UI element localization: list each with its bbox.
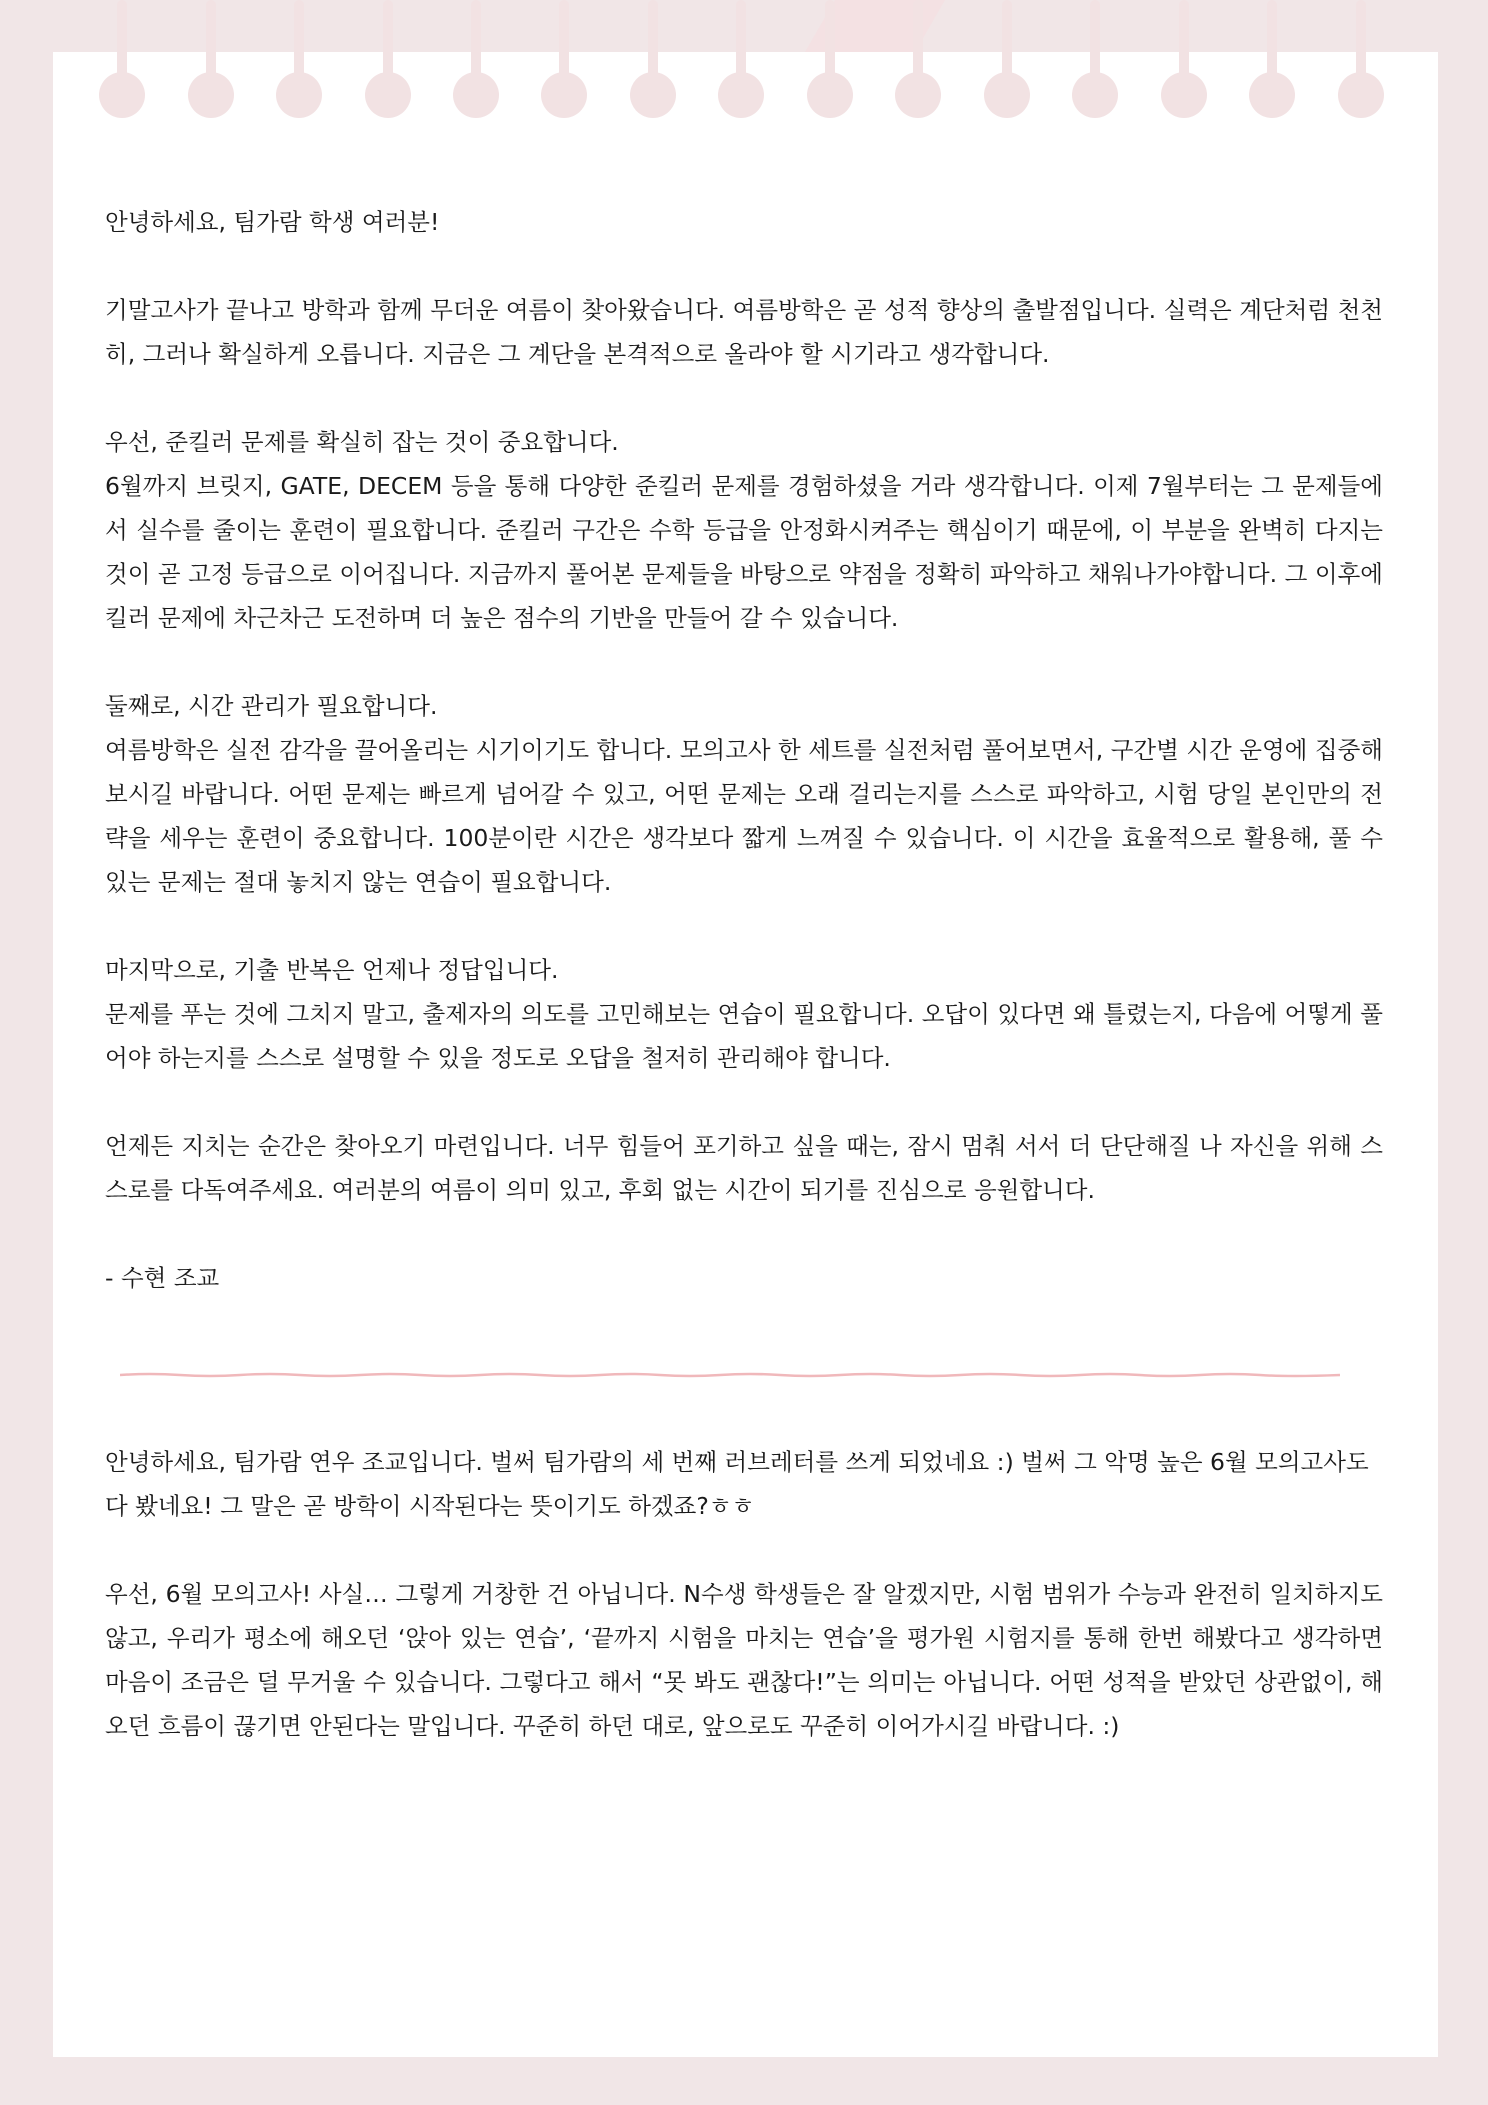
- signature: - 수현 조교: [105, 1264, 220, 1292]
- point-two-body: 여름방학은 실전 감각을 끌어올리는 시기이기도 합니다. 모의고사 한 세트를 실전처럼 풀어보면서, 구간별 시간 운영에 집중해보시길 바랍니다. 어떤 문제는 빠르게 넘어갈 수 있고, 어떤 문제는 오래 걸리는지를 스스로 파악하고, 시험 당일 본인만의 전략을 세우는 훈련이 중요합니다. 100분이란 시간은 생각보다 짧게 느껴질 수 있습니다. 이 시간을 효율적으로 활용해, 풀 수 있는 문제는 절대 놓치지 않는 연습이 필요합니다.: [105, 736, 1383, 896]
- point-two: [105, 684, 1383, 904]
- binder-hole: [1161, 72, 1207, 118]
- paragraph-line: 우선, 6월 모의고사! 사실… 그렇게 거창한 건 아닙니다.: [105, 1580, 676, 1608]
- point-two-title: 둘째로, 시간 관리가 필요합니다.: [105, 692, 438, 720]
- intro-line: 벌써 팀가람의 세 번째 러브레터를 쓰게 되었네요 :): [490, 1448, 1014, 1476]
- binder-hole: [276, 72, 322, 118]
- binder-hole: [453, 72, 499, 118]
- paragraph-line: N수생 학생들은 잘 알겠지만, 시험 범위가 수능과 완전히 일치하지도 않고, 우리가 평소에 해오던 ‘앉아 있는 연습’, ‘끝까지 시험을 마치는 연습’을 평가원 시험지를 통해 한번 해봤다고 생각하면 마음이 조금은 덜 무거울 수 있습니다.: [105, 1580, 1383, 1696]
- binder-hole: [1338, 72, 1384, 118]
- paragraph-line: 그렇다고 해서 “못 봐도 괜찮다!”는 의미는 아닙니다.: [499, 1668, 1042, 1696]
- mock-exam-paragraph: [105, 1572, 1383, 1748]
- intro-line: 벌써 그 악명 높은 6월 모의고사도 다 봤네요!: [105, 1448, 1369, 1520]
- letter-first: [105, 200, 1383, 1344]
- intro-line: 안녕하세요, 팀가람 연우 조교입니다.: [105, 1448, 483, 1476]
- intro-paragraph: 기말고사가 끝나고 방학과 함께 무더운 여름이 찾아왔습니다. 여름방학은 곧 성적 향상의 출발점입니다. 실력은 계단처럼 천천히, 그러나 확실하게 오릅니다. 지금은 그 계단을 본격적으로 올라야 할 시기라고 생각합니다.: [105, 296, 1383, 368]
- binder-hole: [1249, 72, 1295, 118]
- intro-line: 그 말은 곧 방학이 시작된다는 뜻이기도 하겠죠?ㅎㅎ: [220, 1492, 755, 1520]
- section-divider: [120, 1372, 1340, 1376]
- binder-hole: [188, 72, 234, 118]
- closing-paragraph: 언제든 지치는 순간은 찾아오기 마련입니다. 너무 힘들어 포기하고 싶을 때는, 잠시 멈춰 서서 더 단단해질 나 자신을 위해 스스로를 다독여주세요. 여러분의 여름이 의미 있고, 후회 없는 시간이 되기를 진심으로 응원합니다.: [105, 1132, 1383, 1204]
- binder-hole: [718, 72, 764, 118]
- point-one-title: 우선, 준킬러 문제를 확실히 잡는 것이 중요합니다.: [105, 428, 619, 456]
- binder-hole: [365, 72, 411, 118]
- binder-hole: [541, 72, 587, 118]
- point-three-body: 문제를 푸는 것에 그치지 말고, 출제자의 의도를 고민해보는 연습이 필요합니다. 오답이 있다면 왜 틀렸는지, 다음에 어떻게 풀어야 하는지를 스스로 설명할 수 있을 정도로 오답을 철저히 관리해야 합니다.: [105, 1000, 1383, 1072]
- point-three-title: 마지막으로, 기출 반복은 언제나 정답입니다.: [105, 956, 559, 984]
- intro-lines: [105, 1440, 1383, 1528]
- greeting: 안녕하세요, 팀가람 학생 여러분!: [105, 208, 440, 236]
- paragraph-line: 어떤 성적을 받았던 상관없이, 해오던 흐름이 끊기면 안된다는 말입니다. 꾸준히 하던 대로, 앞으로도 꾸준히 이어가시길 바랍니다. :): [105, 1668, 1383, 1740]
- binder-hole: [1072, 72, 1118, 118]
- point-one-body: 6월까지 브릿지, GATE, DECEM 등을 통해 다양한 준킬러 문제를 경험하셨을 거라 생각합니다. 이제 7월부터는 그 문제들에서 실수를 줄이는 훈련이 필요합니다. 준킬러 구간은 수학 등급을 안정화시켜주는 핵심이기 때문에, 이 부분을 완벽히 다지는 것이 곧 고정 등급으로 이어집니다. 지금까지 풀어본 문제들을 바탕으로 약점을 정확히 파악하고 채워나가야합니다. 그 이후에 킬러 문제에 차근차근 도전하며 더 높은 점수의 기반을 만들어 갈 수 있습니다.: [105, 472, 1383, 632]
- binder-hole: [99, 72, 145, 118]
- letter-second: [105, 1440, 1383, 1792]
- binder-holes: [0, 0, 1488, 140]
- binder-hole: [630, 72, 676, 118]
- binder-hole: [807, 72, 853, 118]
- point-three: [105, 948, 1383, 1080]
- binder-hole: [895, 72, 941, 118]
- point-one: [105, 420, 1383, 640]
- binder-hole: [984, 72, 1030, 118]
